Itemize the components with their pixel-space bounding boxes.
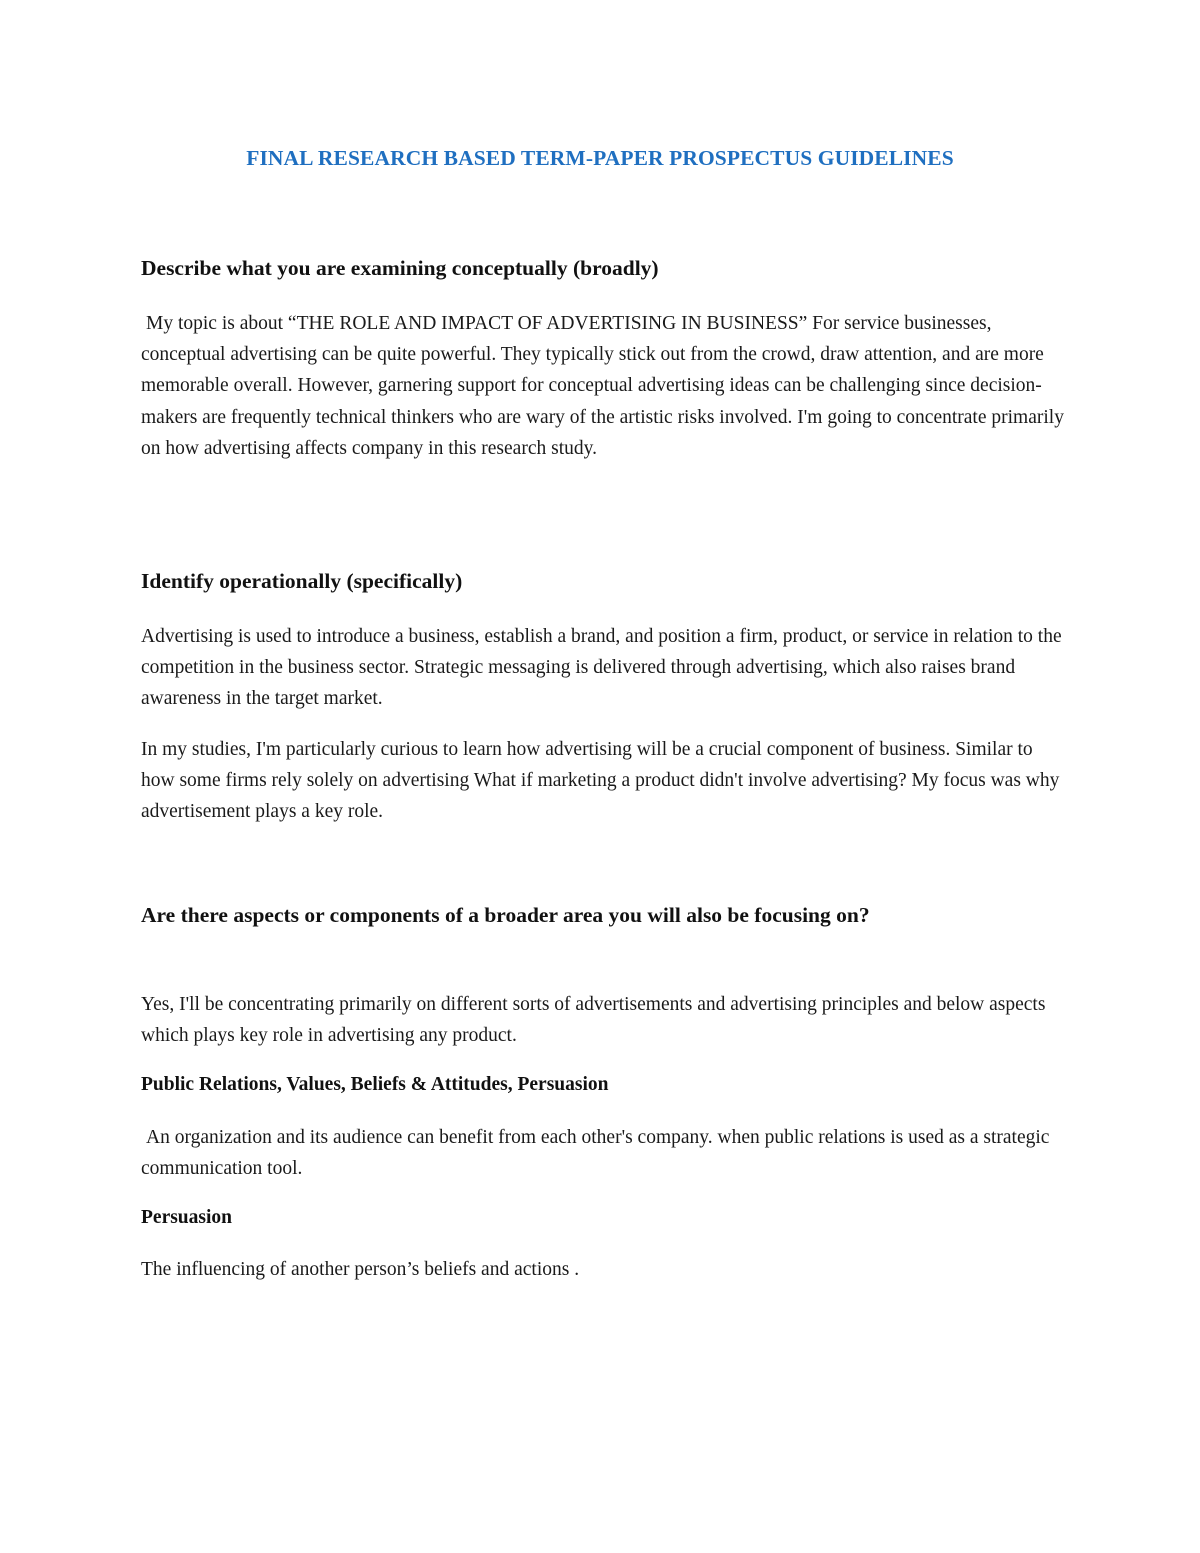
section-paragraph-operational-2: In my studies, I'm particularly curious to learn how advertising will be a crucial component of business. Similar to how some firms rely solely on advertising What if marketing a product didn't involve advertising? My focus was why advertisement plays a key role. <box>141 739 1060 823</box>
section-heading-conceptual: Describe what you are examining conceptually (broadly) <box>141 256 659 280</box>
section-paragraph-conceptual: My topic is about “THE ROLE AND IMPACT OF ADVERTISING IN BUSINESS” For service businesses, conceptual advertising can be quite powerful. They typically stick out from the crowd, draw attention, and are more memorable overall. However, garnering support for conceptual advertising ideas can be challenging since decision-makers are frequently technical thinkers who are wary of the artistic risks involved. I'm going to concentrate primarily on how advertising affects company in this research study. <box>141 313 1064 459</box>
subsection-text-public-relations: An organization and its audience can benefit from each other's company. when public relations is used as a strategic communication tool. <box>141 1127 1050 1180</box>
section-heading-aspects: Are there aspects or components of a broader area you will also be focusing on? <box>141 903 870 927</box>
document-title: FINAL RESEARCH BASED TERM-PAPER PROSPECTUS GUIDELINES <box>246 146 954 170</box>
subsection-heading-persuasion: Persuasion <box>141 1207 233 1228</box>
section-paragraph-operational-1: Advertising is used to introduce a business, establish a brand, and position a firm, product, or service in relation to the competition in the business sector. Strategic messaging is delivered through advertising, which also raises brand awareness in the target market. <box>141 626 1062 710</box>
section-paragraph-aspects: Yes, I'll be concentrating primarily on different sorts of advertisements and advertising principles and below aspects which plays key role in advertising any product. <box>141 994 1046 1047</box>
subsection-heading-public-relations: Public Relations, Values, Beliefs & Attitudes, Persuasion <box>141 1074 609 1095</box>
section-heading-operational: Identify operationally (specifically) <box>141 569 463 593</box>
subsection-text-persuasion: The influencing of another person’s beliefs and actions . <box>141 1259 580 1280</box>
